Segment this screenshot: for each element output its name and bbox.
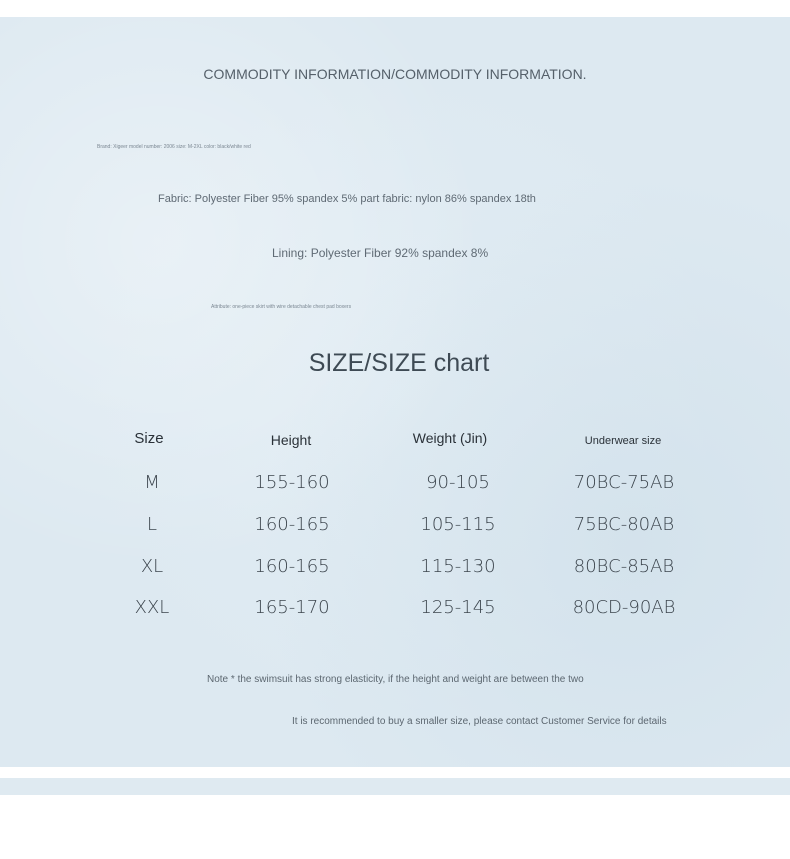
info-panel xyxy=(0,17,790,767)
attribute-line: Attribute: one-piece skirt with wire detachable chest pad boxers xyxy=(211,304,352,310)
column-header-weight: Weight (Jin) xyxy=(412,430,488,446)
cell-size: XXL xyxy=(134,597,170,618)
cell-height: 160-165 xyxy=(254,514,330,535)
brand-line: Brand: Xigeer model number: 2006 size: M-2XL color: black/white red xyxy=(97,144,251,150)
cell-weight: 105-115 xyxy=(420,514,496,535)
size-chart-title: SIZE/SIZE chart xyxy=(308,349,490,377)
cell-size: M xyxy=(144,472,160,493)
bottom-strip xyxy=(0,778,790,795)
cell-size: XL xyxy=(140,556,164,577)
lining-line: Lining: Polyester Fiber 92% spandex 8% xyxy=(272,246,489,260)
cell-underwear-size: 80CD-90AB xyxy=(572,597,676,618)
note-line-2: It is recommended to buy a smaller size, please contact Customer Service for details xyxy=(292,716,667,727)
cell-underwear-size: 70BC-75AB xyxy=(573,472,675,493)
cell-weight: 115-130 xyxy=(420,556,496,577)
cell-weight: 90-105 xyxy=(426,472,490,493)
note-line-1: Note * the swimsuit has strong elasticity, if the height and weight are between the two xyxy=(207,674,584,685)
cell-size: L xyxy=(146,514,158,535)
column-header-underwear-size: Underwear size xyxy=(584,435,662,447)
cell-height: 160-165 xyxy=(254,556,330,577)
cell-height: 165-170 xyxy=(254,597,330,618)
column-header-height: Height xyxy=(270,432,312,448)
fabric-line: Fabric: Polyester Fiber 95% spandex 5% part fabric: nylon 86% spandex 18th xyxy=(158,193,536,205)
cell-height: 155-160 xyxy=(254,472,330,493)
cell-underwear-size: 75BC-80AB xyxy=(573,514,675,535)
commodity-heading: COMMODITY INFORMATION/COMMODITY INFORMATION. xyxy=(203,66,587,82)
column-header-size: Size xyxy=(134,430,164,447)
cell-underwear-size: 80BC-85AB xyxy=(573,556,675,577)
cell-weight: 125-145 xyxy=(420,597,496,618)
